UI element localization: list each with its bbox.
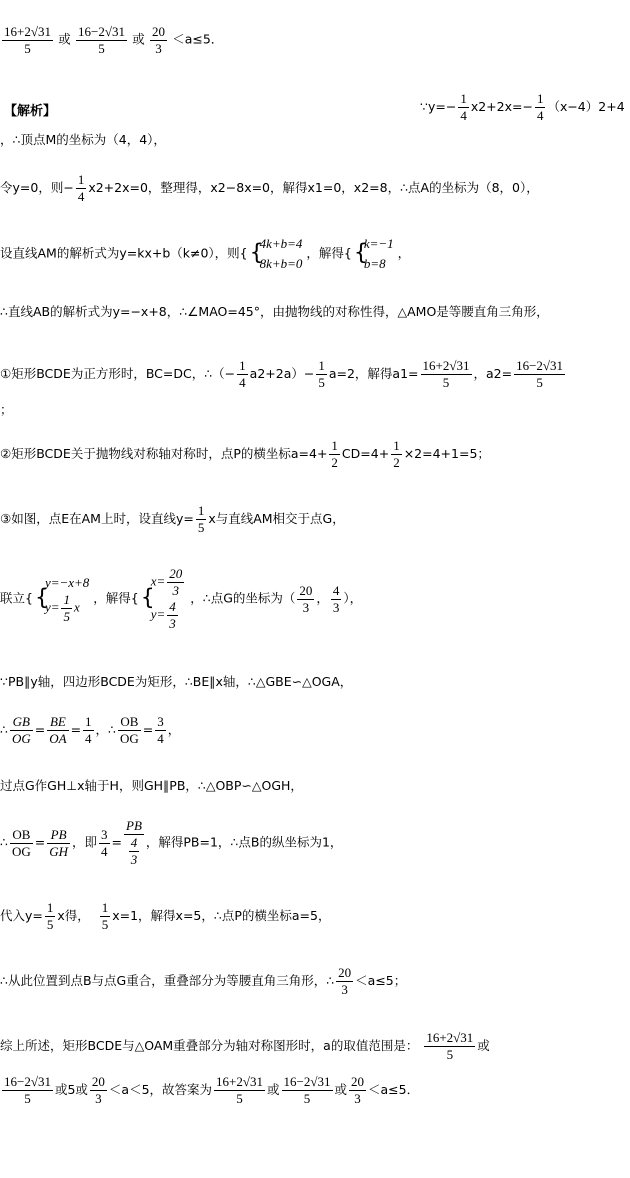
fraction: $\frac{4}{3}$ bbox=[169, 599, 176, 631]
vertex-text: ，∴顶点M的坐标为（4，4）， bbox=[0, 132, 166, 147]
fraction: $\frac{16-2√31}{5}$ bbox=[516, 358, 564, 390]
fraction: $\frac{PB}{GH}$ bbox=[49, 826, 68, 859]
substitute-line: 代入y= $\frac{1}{5}$ x得， $\frac{1}{5}$ x=1，解得x=5，∴点P的横坐标a=5， bbox=[0, 900, 331, 932]
equation-system: { x= $\frac{20}{3}$ y= $\frac{4}{3}$ bbox=[143, 566, 187, 632]
fraction: $\frac{1}{2}$ bbox=[331, 438, 338, 470]
range-line: ∴从此位置到点B与点G重合，重叠部分为等腰直角三角形，∴ $\frac{20}{3}$ ＜a≤5； bbox=[0, 965, 407, 997]
fraction: $\frac{1}{2}$ bbox=[393, 438, 400, 470]
fraction: $\frac{16-2√31}{5}$ bbox=[4, 1074, 51, 1106]
line-ab-text: ∴直线AB的解析式为y=−x+8，∴∠MAO=45°，由抛物线的对称性得，△AMO是等腰直角三角形， bbox=[0, 304, 549, 319]
fraction: $\frac{GB}{OG}$ bbox=[11, 714, 31, 746]
fraction: $\frac{1}{4}$ bbox=[85, 714, 92, 746]
ratio-line: ∴ $\frac{GB}{OG}$ = $\frac{BE}{OA}$ = $\frac{1}{4}$ ，∴ $\frac{OB}{OG}$ = $\frac{3}{4}$ ， bbox=[0, 714, 181, 746]
case-one: ①矩形BCDE为正方形时，BC=DC，∴（− $\frac{1}{4}$ a2+2a）− $\frac{1}{5}$ a=2，解得a1= $\frac{16+2√31}{5}$ ，a2= $\frac{16-2√31}{5}$ bbox=[0, 358, 564, 390]
fraction: $\frac{1}{4}$ bbox=[460, 91, 467, 123]
pb-line: ∴ $\frac{OB}{OG}$ = $\frac{PB}{GH}$ ，即 $\frac{3}{4}$ = $\frac{PB}{\frac{4}{3}}$ ，解得PB=1，∴点B的纵坐标为1， bbox=[0, 818, 343, 867]
case-two: ②矩形BCDE关于抛物线对称轴对称时，点P的横坐标a=4+ $\frac{1}{2}$ CD=4+ $\frac{1}{2}$ ×2=4+1=5； bbox=[0, 438, 490, 470]
similar-triangles-text: ∵PB∥y轴，四边形BCDE为矩形，∴BE∥x轴，∴△GBE∽△OGA， bbox=[0, 674, 353, 689]
fraction: $\frac{3}{4}$ bbox=[157, 714, 164, 746]
fraction: $\frac{OB}{OG}$ bbox=[120, 714, 139, 746]
line-am-text: 设直线AM的解析式为y=kx+b（k≠0），则{ { 4k+b=4 8k+b=0 ，解得{ { k=−1 b=8 ， bbox=[0, 234, 410, 274]
perpendicular-text: 过点G作GH⊥x轴于H，则GH∥PB，∴△OBP∽△OGH， bbox=[0, 778, 303, 793]
fraction: $\frac{16+2√31}{5}$ bbox=[422, 358, 470, 390]
fraction: $\frac{1}{5}$ bbox=[197, 503, 205, 535]
fraction: $\frac{1}{4}$ bbox=[77, 172, 85, 204]
fraction: $\frac{1}{5}$ bbox=[46, 900, 54, 932]
fraction: $\frac{20}{3}$ bbox=[169, 566, 183, 598]
system-solve: 联立{ { y=−x+8 y= $\frac{1}{5}$ x ，解得{ { x= $\frac{20}{3}$ y= $\frac{4}{3}$ ，∴点G的坐标为（ $\frac{20}{3}$ ， $\frac{4}{3}$ ）， bbox=[0, 566, 362, 632]
fraction: $\frac{16-2√31}{5}$ bbox=[77, 24, 125, 56]
fraction: $\frac{3}{4}$ bbox=[101, 826, 108, 859]
fraction: $\frac{4}{3}$ bbox=[130, 835, 138, 867]
case-three: ③如图，点E在AM上时，设直线y= $\frac{1}{5}$ x与直线AM相交于点G， bbox=[0, 503, 345, 535]
fraction: $\frac{1}{5}$ bbox=[318, 358, 325, 390]
fraction: $\frac{20}{3}$ bbox=[351, 1074, 365, 1106]
fraction: $\frac{16+2√31}{5}$ bbox=[216, 1074, 264, 1106]
fraction: $\frac{20}{3}$ bbox=[91, 1074, 105, 1106]
fraction: $\frac{BE}{OA}$ bbox=[49, 714, 67, 746]
final-answer-line: $\frac{16-2√31}{5}$ 或5或 $\frac{20}{3}$ ＜a＜5，故答案为 $\frac{16+2√31}{5}$ 或 $\frac{16-2√31}{5}$ 或 $\frac{20}{3}$ ＜a≤5． bbox=[4, 1074, 420, 1106]
fraction: $\frac{16+2√31}{5}$ bbox=[4, 24, 51, 56]
fraction: $\frac{20}{3}$ bbox=[151, 24, 165, 56]
fraction: $\frac{4}{3}$ bbox=[332, 582, 340, 615]
equation-system: { k=−1 b=8 bbox=[356, 234, 394, 274]
equation-system: { y=−x+8 y= $\frac{1}{5}$ x bbox=[37, 574, 89, 625]
fraction: $\frac{20}{3}$ bbox=[299, 582, 313, 615]
root-line: 令y=0，则− $\frac{1}{4}$ x2+2x=0，整理得，x2−8x=0，解得x1=0，x2=8，∴点A的坐标为（8，0）， bbox=[0, 172, 539, 204]
fraction: $\frac{16+2√31}{5}$ bbox=[426, 1030, 474, 1062]
equation-system: { 4k+b=4 8k+b=0 bbox=[252, 234, 303, 274]
fraction: $\frac{1}{4}$ bbox=[536, 91, 544, 123]
analysis-heading: 【解析】 bbox=[4, 104, 57, 119]
fraction: $\frac{1}{5}$ bbox=[63, 591, 70, 624]
summary-line: 综上所述，矩形BCDE与△OAM重叠部分为轴对称图形时，a的取值范围是： $\frac{16+2√31}{5}$ 或 bbox=[0, 1030, 490, 1062]
parabola-equation: ∵y=− $\frac{1}{4}$ x2+2x=− $\frac{1}{4}$ （x−4）2+4 bbox=[420, 91, 625, 123]
fraction: $\frac{1}{5}$ bbox=[101, 900, 109, 932]
answer-line: $\frac{16+2√31}{5}$ 或 $\frac{16-2√31}{5}$ 或 $\frac{20}{3}$ ＜a≤5． bbox=[4, 24, 224, 56]
semicolon: ； bbox=[0, 402, 13, 417]
fraction: $\frac{1}{4}$ bbox=[239, 358, 246, 390]
fraction: $\frac{20}{3}$ bbox=[338, 965, 352, 997]
fraction: $\frac{16-2√31}{5}$ bbox=[283, 1074, 331, 1106]
fraction: $\frac{OB}{OG}$ bbox=[11, 826, 31, 859]
nested-fraction: $\frac{PB}{\frac{4}{3}}$ bbox=[126, 818, 142, 867]
